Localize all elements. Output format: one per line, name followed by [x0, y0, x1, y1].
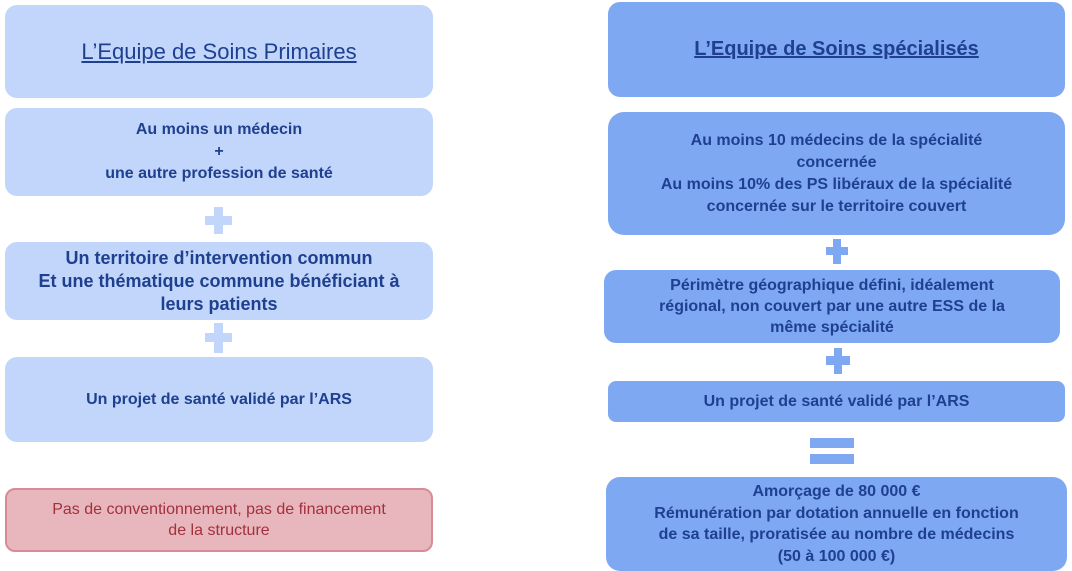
left-box2-line2: Et une thématique commune bénéficiant à: [38, 270, 400, 291]
right-box-perimeter: [604, 270, 1060, 343]
left-box1-line3: une autre profession de santé: [105, 165, 333, 182]
right-box2-line2: régional, non couvert par une autre ESS de la: [659, 298, 1005, 315]
right-box4-line3: de sa taille, proratisée au nombre de médecins: [658, 526, 1015, 543]
right-box1-line4: concernée sur le territoire couvert: [706, 197, 967, 215]
right-box2-line1: Périmètre géographique défini, idéalement: [670, 277, 994, 294]
right-box-funding: [606, 477, 1067, 571]
plus-icon: [826, 239, 848, 264]
right-title: [608, 2, 1065, 97]
left-box2-line3: leurs patients: [160, 293, 278, 314]
left-box2-line1: Un territoire d’intervention commun: [65, 247, 373, 268]
notice-line1: Pas de conventionnement, pas de financement: [52, 501, 386, 518]
right-box1-line1: Au moins 10 médecins de la spécialité: [690, 131, 983, 149]
plus-icon: [826, 348, 850, 374]
left-box1-line2: +: [214, 143, 224, 160]
left-box1-line1: Au moins un médecin: [135, 121, 303, 138]
plus-icon: [205, 207, 232, 234]
left-title-text: L’Equipe de Soins Primaires: [81, 38, 357, 64]
right-box1-line2: concernée: [796, 153, 877, 171]
left-box-territory: [5, 242, 433, 320]
left-title: [5, 5, 433, 98]
right-box4-line2: Rémunération par dotation annuelle en fonction: [654, 504, 1019, 522]
left-box-team-composition: [5, 108, 433, 196]
left-box3-text: Un projet de santé validé par l’ARS: [86, 390, 352, 408]
plus-icon: [205, 323, 232, 353]
equals-icon: [810, 438, 854, 464]
right-box1-line3: Au moins 10% des PS libéraux de la spécialité: [660, 175, 1013, 193]
right-box4-line4: (50 à 100 000 €): [777, 547, 896, 565]
right-box3-text: Un projet de santé validé par l’ARS: [703, 392, 970, 410]
notice-line2: de la structure: [168, 522, 270, 539]
left-notice-no-funding: [5, 488, 433, 552]
right-box2-line3: même spécialité: [770, 319, 894, 336]
right-box-team-composition: [608, 112, 1065, 235]
right-box4-line1: Amorçage de 80 000 €: [752, 483, 921, 500]
left-box-health-project: [5, 357, 433, 442]
right-title-text: L’Equipe de Soins spécialisés: [694, 38, 979, 60]
right-box-health-project: [608, 381, 1065, 422]
